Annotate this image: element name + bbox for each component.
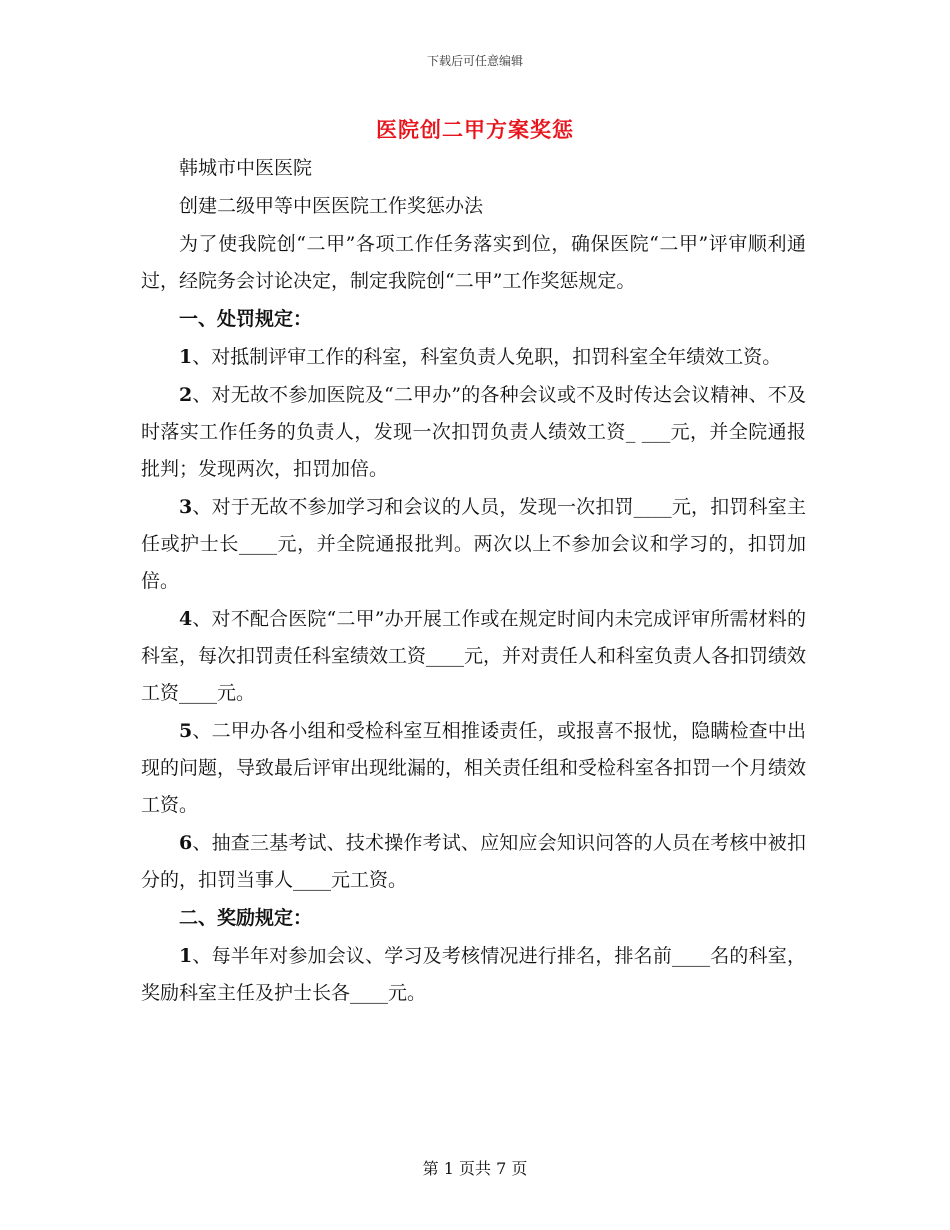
reward-item-1 — [141, 938, 806, 1012]
item-text: 、对不配合医院“二甲”办开展工作或在规定时间内未完成评审所需材料的科室，每次扣罚责任科室绩效工资____元，并对责任人和科室负责人各扣罚绩效工资____元。 — [141, 608, 807, 704]
item-number: 2 — [179, 384, 193, 406]
reward-heading: 二、奖励规定： — [179, 907, 313, 929]
document-body — [141, 150, 806, 1013]
penalty-item-5 — [141, 713, 806, 824]
penalty-heading: 一、处罚规定： — [179, 308, 313, 330]
item-number: 1 — [179, 945, 193, 967]
item-text: 、对于无故不参加学习和会议的人员，发现一次扣罚____元，扣罚科室主任或护士长____元，并全院通报批判。两次以上不参加会议和学习的，扣罚加倍。 — [141, 496, 806, 592]
penalty-item-6 — [141, 825, 806, 899]
item-text: 、每半年对参加会议、学习及考核情况进行排名，排名前____名的科室，奖励科室主任及护士长各____元。 — [141, 945, 806, 1004]
penalty-item-2 — [141, 377, 806, 488]
page-header-note: 下载后可任意编辑 — [426, 54, 523, 68]
item-text: 、抽查三基考试、技术操作考试、应知应会知识问答的人员在考核中被扣分的，扣罚当事人____元工资。 — [141, 832, 806, 891]
penalty-item-1 — [141, 339, 806, 376]
item-text: 、对无故不参加医院及“二甲办”的各种会议或不及时传达会议精神、不及时落实工作任务的负责人，发现一次扣罚负责人绩效工资_ ___元，并全院通报批判；发现两次，扣罚加倍。 — [141, 384, 806, 480]
intro-paragraph: 为了使我院创“二甲”各项工作任务落实到位，确保医院“二甲”评审顺利通过，经院务会讨论决定，制定我院创“二甲”工作奖惩规定。 — [141, 233, 806, 292]
document-subtitle: 创建二级甲等中医医院工作奖惩办法 — [179, 195, 484, 217]
penalty-item-3 — [141, 489, 806, 600]
item-text: 、二甲办各小组和受检科室互相推诿责任，或报喜不报忧，隐瞒检查中出现的问题，导致最后评审出现纰漏的，相关责任组和受检科室各扣罚一个月绩效工资。 — [141, 720, 807, 816]
penalty-item-4 — [141, 601, 806, 712]
hospital-name: 韩城市中医医院 — [179, 157, 313, 179]
item-number: 5 — [179, 720, 193, 742]
document-title: 医院创二甲方案奖惩 — [376, 117, 574, 142]
item-number: 4 — [179, 608, 193, 630]
item-number: 3 — [179, 496, 193, 518]
page-number-footer: 第 1 页共 7 页 — [422, 1159, 528, 1178]
item-number: 6 — [179, 832, 193, 854]
item-text: 、对抵制评审工作的科室，科室负责人免职，扣罚科室全年绩效工资。 — [192, 346, 782, 368]
item-number: 1 — [179, 346, 193, 368]
